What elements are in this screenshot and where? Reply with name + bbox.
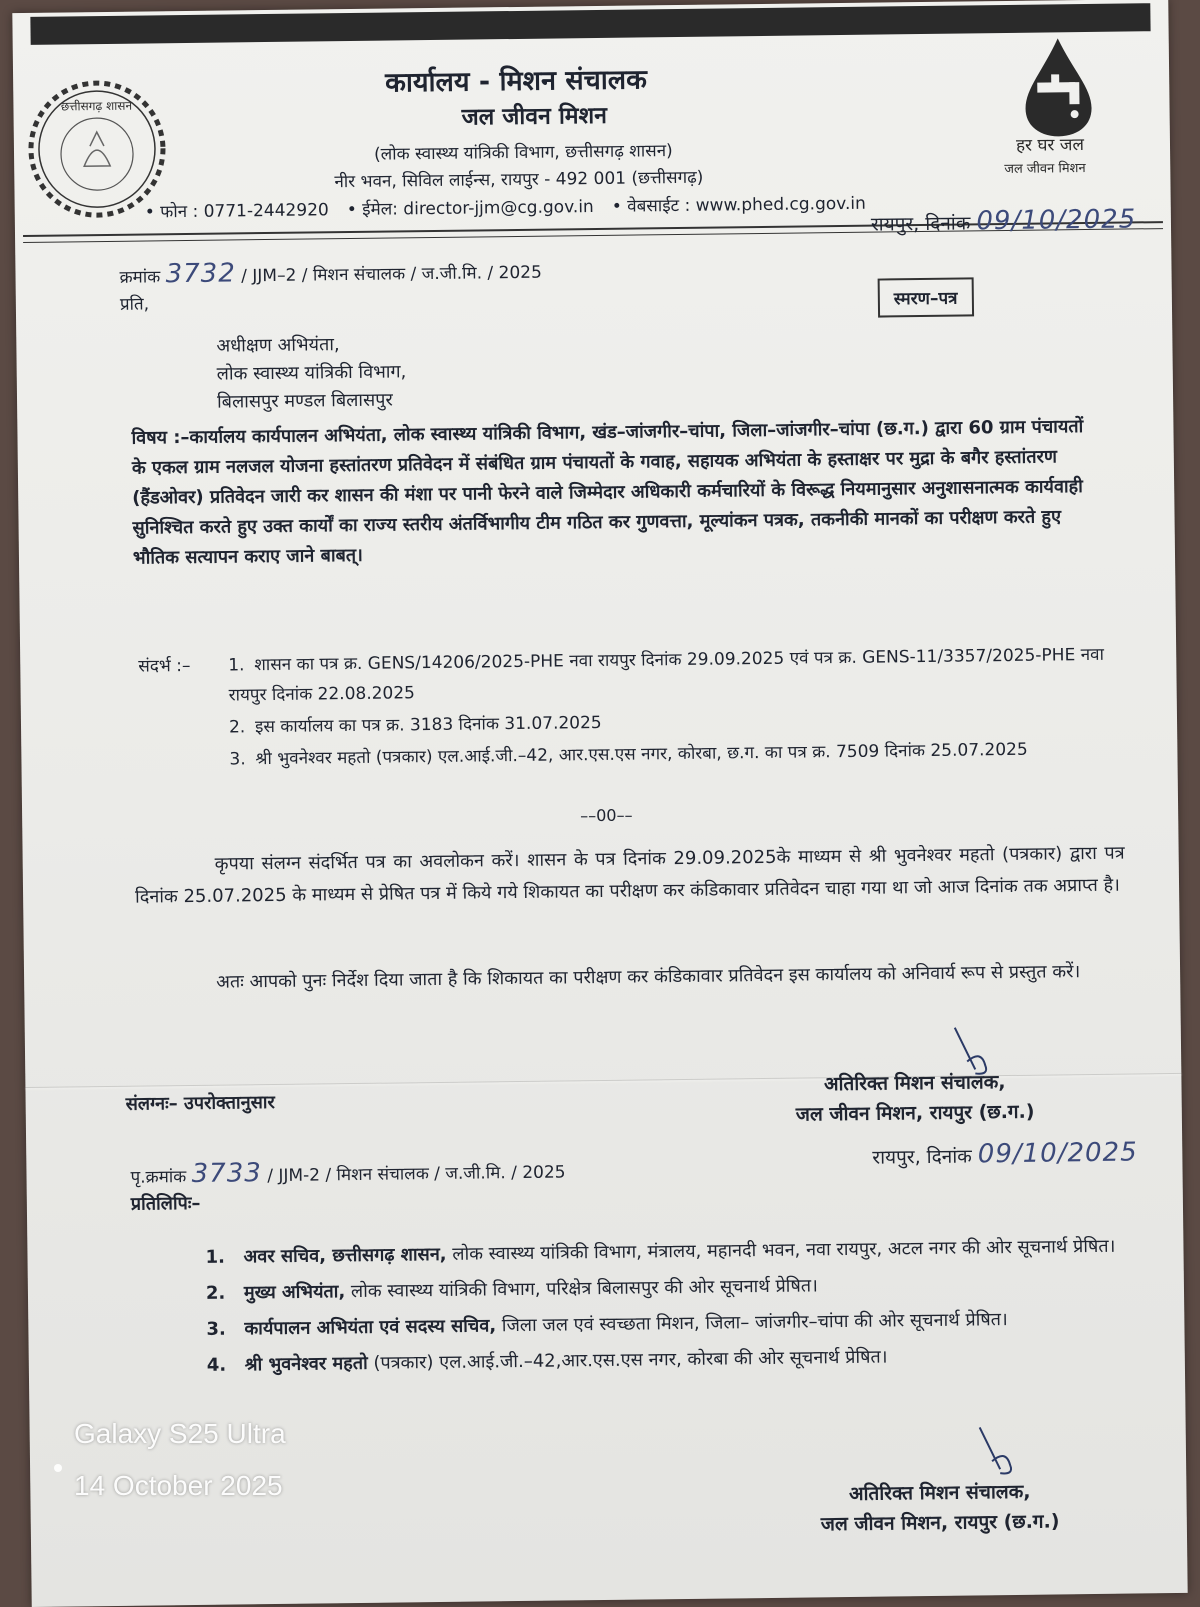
reminder-badge: स्मरण–पत्र	[878, 277, 974, 317]
copy-place-date-label: रायपुर, दिनांक	[872, 1145, 972, 1169]
logo-caption-har-ghar-jal: हर घर जल	[1015, 135, 1085, 156]
handwritten-copy-date: 09/10/2025	[977, 1137, 1138, 1170]
references-label: संदर्भ :–	[138, 655, 191, 677]
reference-number	[119, 255, 542, 290]
signature-designation: अतिरिक्त मिशन संचालक,	[848, 1480, 1031, 1506]
place-date-label: रायपुर, दिनांक	[870, 212, 971, 236]
phone-text: • फोन : 0771-2442920	[144, 200, 329, 223]
subject-text: कार्यालय कार्यपालन अभियंता, लोक स्वास्थ्य यांत्रिकी विभाग, खंड–जांजगीर–चांपा, जिला–जांजगीर–चांपा (छ.ग.) द्वारा 60 ग्राम पंचायतों के एकल ग्राम नलजल योजना हस्तांतरण प्रतिवेदन में संबंधित ग्राम पंचायतों के गवाह, सहायक अभियंता के हस्ताक्षर पर मुद्रा के बगैर हस्तांतरण (हैंडओवर) प्रतिवेदन जारी कर शासन की मंशा पर पानी फेरने वाले जिम्मेदार अधिकारी कर्मचारियों के विरूद्ध नियमानुसार अनुशासनात्मक कार्यवाही सुनिश्चित करते हुए उक्त कार्यों का राज्य स्तरीय अंतर्विभागीय टीम गठित कर गुणवत्ता, मूल्यांकन पत्रक, तकनीकी मानकों का परीक्षण करते हुए भौतिक सत्यापन कराए जाने बाबत्।	[131, 416, 1084, 569]
camera-device-text: Galaxy S25 Ultra	[74, 1418, 286, 1449]
letter-page	[12, 0, 1187, 1607]
addressee-line: अधीक्षण अभियंता,	[216, 334, 340, 357]
references-block	[138, 640, 1119, 778]
signature-scribble-icon	[945, 1021, 1006, 1082]
copy-ref-prefix: पृ.क्रमांक	[130, 1167, 187, 1188]
subject-block	[131, 412, 1103, 574]
signature-block-2	[820, 1476, 1059, 1539]
ref-suffix: / JJM–2 / मिशन संचालक / ज.जी.मि. / 2025	[241, 262, 542, 287]
handwritten-ref-number: 3732	[165, 258, 236, 290]
handwritten-copy-ref-number: 3733	[191, 1158, 263, 1190]
signature-scribble-icon	[970, 1421, 1031, 1482]
copy-reference-number	[130, 1154, 565, 1189]
body-paragraph: अतः आपको पुनः निर्देश दिया जाता है कि शिकायत का परीक्षण कर कंडिकावार प्रतिवेदन इस कार्यालय को अनिवार्य रूप से प्रस्तुत करें।	[216, 961, 1081, 993]
ref-prefix: क्रमांक	[119, 267, 161, 288]
signature-office: जल जीवन मिशन, रायपुर (छ.ग.)	[795, 1100, 1035, 1126]
logo-caption-jal-jeevan-mission: जल जीवन मिशन	[1004, 161, 1086, 178]
reference-item: 2. इस कार्यालय का पत्र क्र. 3183 दिनांक 31.07.2025	[228, 712, 602, 738]
top-dark-band	[30, 3, 1150, 45]
copy-to-item: 2. मुख्य अभियंता, लोक स्वास्थ्य यांत्रिकी विभाग, परिक्षेत्र बिलासपुर की ओर सूचनार्थ प्रेषित।	[205, 1275, 819, 1304]
body-paragraph: कृपया संलग्न संदर्भित पत्र का अवलोकन करें। शासन के पत्र दिनांक 29.09.2025के माध्यम से श्री भुवनेश्वर महतो (पत्रकार) द्वारा पत्र दिनांक 25.07.2025 के माध्यम से प्रेषित पत्र में किये गये शिकायत का परीक्षण कर कंडिकावार प्रतिवेदन चाहा गया था जो आज दिनांक तक अप्राप्त है।	[134, 842, 1125, 908]
letter-date	[871, 204, 1137, 237]
handwritten-date: 09/10/2025	[976, 204, 1137, 237]
signature-designation: अतिरिक्त मिशन संचालक,	[823, 1071, 1006, 1096]
copy-to-title: प्रतिलिपिः–	[130, 1192, 201, 1215]
department-line: (लोक स्वास्थ्य यांत्रिकी विभाग, छत्तीसगढ़ शासन)	[373, 141, 673, 165]
section-separator: ––00––	[580, 805, 633, 826]
address-line: नीर भवन, सिविल लाईन्स, रायपुर - 492 001 (छत्तीसगढ़)	[334, 167, 704, 193]
copy-to-list	[205, 1231, 1177, 1387]
copy-date	[872, 1137, 1138, 1170]
copy-to-item: 3. कार्यपालन अभियंता एवं सदस्य सचिव, जिला जल एवं स्वच्छता मिशन, जिला– जांजगीर–चांपा की ओर सूचनार्थ प्रेषित।	[206, 1309, 1008, 1340]
email-text: • ईमेल: director-jjm@cg.gov.in	[346, 197, 594, 221]
mission-name: जल जीवन मिशन	[461, 102, 608, 131]
addressee-line: बिलासपुर मण्डल बिलासपुर	[216, 389, 393, 413]
copy-ref-suffix: / JJM-2 / मिशन संचालक / ज.जी.मि. / 2025	[267, 1162, 566, 1187]
addressee-block	[216, 330, 407, 416]
copy-to-item: 1. अवर सचिव, छत्तीसगढ़ शासन, लोक स्वास्थ्य यांत्रिकी विभाग, मंत्रालय, महानदी भवन, नवा रायपुर, अटल नगर की ओर सूचनार्थ प्रेषित।	[205, 1235, 1116, 1268]
office-title: कार्यालय - मिशन संचालक	[384, 64, 648, 99]
addressee-line: लोक स्वास्थ्य यांत्रिकी विभाग,	[216, 361, 407, 385]
website-text: • वेबसाईट : www.phed.cg.gov.in	[611, 193, 866, 217]
seal-text: छत्तीसगढ़ शासन	[60, 98, 133, 114]
copy-to-item: 4. श्री भुवनेश्वर महतो (पत्रकार) एल.आई.जी.–42,आर.एस.एस नगर, कोरबा की ओर सूचनार्थ प्रेषित।	[206, 1346, 888, 1376]
reference-item: 1. शासन का पत्र क्र. GENS/14206/2025-PHE नवा रायपुर दिनांक 29.09.2025 एवं पत्र क्र. GENS-11/3357/2025-PHE नवा रायपुर दिनांक 22.08.2025	[228, 644, 1105, 706]
enclosure-note: संलग्नः– उपरोक्तानुसार	[125, 1091, 275, 1115]
water-drop-tap-logo-icon	[1003, 30, 1114, 141]
reference-item: 3. श्री भुवनेश्वर महतो (पत्रकार) एल.आई.जी.–42, आर.एस.एस नगर, कोरबा, छ.ग. का पत्र क्र. 7509 दिनांक 25.07.2025	[229, 739, 1028, 770]
to-label: प्रति,	[119, 294, 150, 315]
watermark-dot-icon	[54, 1464, 62, 1472]
signature-office: जल जीवन मिशन, रायपुर (छ.ग.)	[820, 1510, 1060, 1536]
subject-label: विषय :–	[131, 426, 190, 449]
camera-watermark	[74, 1408, 286, 1512]
contact-row	[145, 191, 866, 223]
camera-date-text: 14 October 2025	[74, 1470, 283, 1501]
